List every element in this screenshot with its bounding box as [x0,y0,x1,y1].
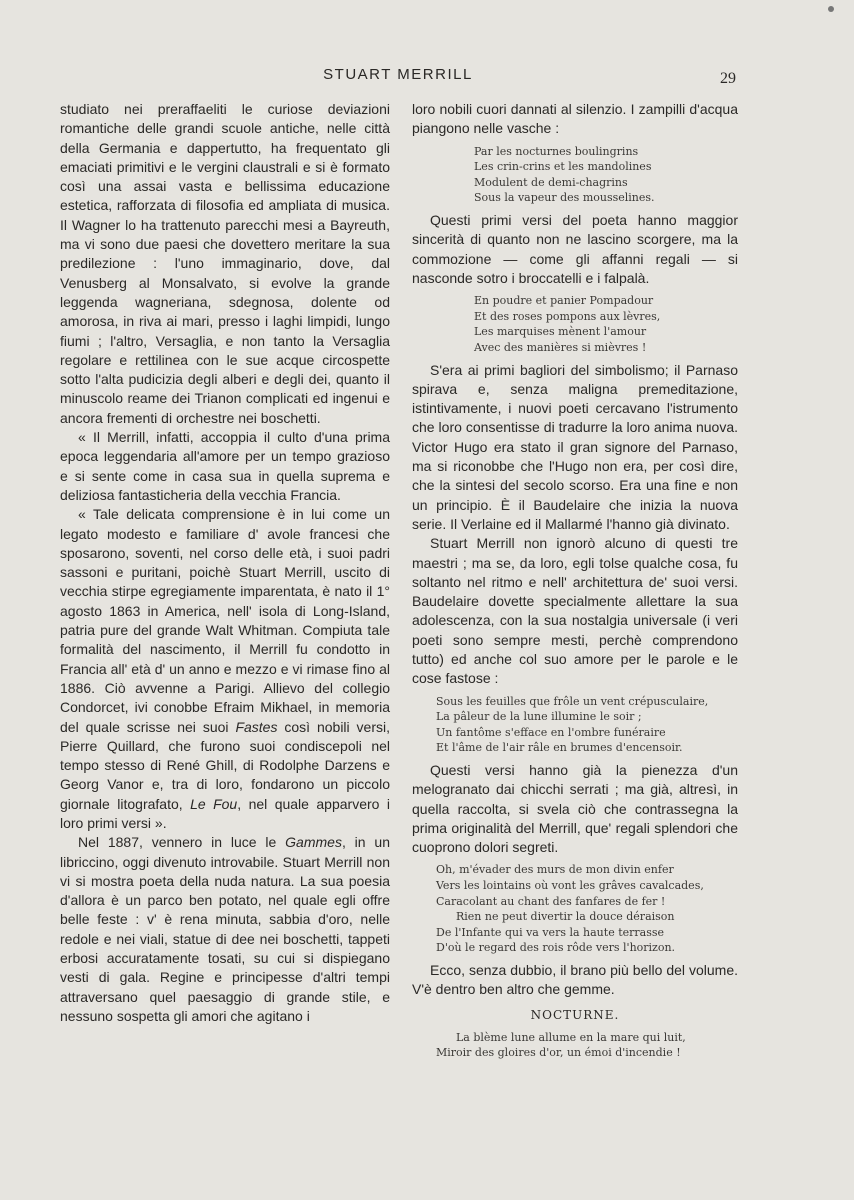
paragraph: S'era ai primi bagliori del simbolismo; il Parnaso spirava e, senza maligna premeditazione, istintivamente, i nuovi poeti cercavano l'istrumento che loro consentisse di tradurre la loro anima nuova. Victor Hugo era stato il gran signore del Parnaso, ma si riconobbe che l'Hugo non era, per così dire, che la sintesi del secolo scorso. Era una fine e non un principio. È il Baudelaire che inizia la nuova serie. Il Verlaine ed il Mallarmé l'hanno già divinato. [412,361,738,532]
paragraph: Stuart Merrill non ignorò alcuno di questi tre maestri ; ma se, da loro, egli tolse qualche cosa, fu soltanto nel ritmo e nell' architettura de' suoi versi. Baudelaire dovette specialmente allettare la sua adolescenza, con la sua nostalgia universale (i veri poeti sono sempre mesti, perchè comprendono tutto) ed anche col suo amore per le parole e le cose fastose : [412,535,738,687]
verse-line: Les crin-crins et les mandolines [474,160,652,174]
page-header [60,66,736,90]
verse-quote [474,144,738,206]
verse-line: En poudre et panier Pompadour [474,294,654,308]
paragraph [60,505,390,833]
paragraph-text: così nobili versi, Pierre Quillard, che furono suoi condiscepoli nel tempo stesso di René Ghill, di Rodolphe Darzens e Georg Vanor e, tra di loro, fondarono un piccolo giornale litografato, [60,718,391,812]
verse-line: Sous la vapeur des mousselines. [474,191,655,205]
paragraph-text: , in un libriccino, oggi divenuto introvabile. Stuart Merrill non vi si mostra poeta della nuda natura. La sua poesia d'allora è un parco ben potato, nel quale egli offre belle feste : v' è rena minuta, sabbia d'oro, nelle redole e nei viali, statue di dee nei boschetti, tappeti erbosi accuratamente tosati, su cui si dispiegano vesti di gala. Regine e principesse d'altri tempi attraversano quel paesaggio di grande stile, e nessuno sospetta gli amori che agitano i [60,834,390,1024]
paragraph: « Il Merrill, infatti, accoppia il culto d'una prima epoca leggendaria all'amore per un tempo grazioso e si sente come in casa sua in quella suprema e deliziosa fantasticheria della vecchia Francia. [60,429,390,503]
paragraph-text: « Tale delicata comprensione è in lui come un legato modesto e familiare d' avole francesi che sposarono, soventi, nel corso delle età, i suoi padri sassoni e puritani, poichè Stuart Merrill, uscito di vecchia stirpe egregiamente imparentata, è nato il 1° agosto 1863 in America, nell' isola di Long-Island, patria pure del grande Walt Whitman. Compiuta tale formalità del nascimento, il Merrill fu condotto in Francia all' età d' un anno e mezzo e vi rimase fino al 1886. Ciò avvenne a Parigi. Allievo del collegio Condorcet, ivi conobbe Efraim Mikhael, in memoria del quale scrisse nei suoi [60,506,390,735]
paragraph: Questi versi hanno già la pienezza d'un melogranato dai chicchi serrati ; ma già, altresì, in quella raccolta, si svela ciò che contrassegna la prima originalità del Merrill, que' regali splendori che cuoprono dolori segreti. [412,761,738,856]
page-number: 29 [720,70,736,87]
verse-line: Modulent de demi-chagrins [474,175,628,189]
verse-quote [474,293,738,355]
paragraph: Ecco, senza dubbio, il brano più bello del volume. V'è dentro ben altro che gemme. [412,962,738,998]
verse-quote [436,1030,738,1061]
verse-line: Vers les lointains où vont les grâves cavalcades, [436,879,704,893]
paragraph-text: , nel quale apparvero i loro primi versi ». [60,795,390,831]
verse-line: Oh, m'évader des murs de mon divin enfer [436,863,674,877]
journal-title-le-fou: Le Fou [190,795,238,812]
page-speck [828,6,834,12]
verse-quote [436,694,738,756]
book-title-fastes: Fastes [235,718,278,735]
running-head: STUART MERRILL [323,66,473,83]
verse-line: La blème lune allume en la mare qui luit, [456,1030,686,1044]
paragraph [60,833,390,1026]
book-title-gammes: Gammes [285,834,342,851]
left-column [60,100,390,1026]
verse-line: Par les nocturnes boulingrins [474,144,639,158]
paragraph: studiato nei preraffaeliti le curiose deviazioni romantiche delle grandi scuole antiche, nelle città della Germania e dappertutto, ha frequentato gli emaciati primitivi e le vergini claustrali e si è formato così una assai vasta e bellissima educazione estetica, rafforzata di filosofia ed ampliata di musica. Il Wagner lo ha trattenuto parecchi mesi a Bayreuth, ma vi sono due paesi che dovettero meritare la sua predilezione : l'uno immaginario, dove, dal Venusberg al Monsalvato, si evolve la grande leggenda wagneriana, sdegnosa, dolente od amorosa, in riva ai mari, presso i laghi limpidi, lungo fiumi ; l'altro, Versaglia, e non tanto la Versaglia regolare e rettilinea con le sue acque circospette sotto l'alta pudicizia degli alberi e degli dei, quanto il minuscolo reame dei Trianon complicati ed ingenui e ancora frementi di orchestre nei boschetti. [60,101,390,426]
verse-line: Caracolant au chant des fanfares de fer ! [436,894,666,908]
verse-line: De l'Infante qui va vers la haute terrasse [436,925,665,939]
verse-line: Avec des manières si mièvres ! [474,340,647,354]
verse-line: Et l'âme de l'air râle en brumes d'encensoir. [436,741,683,755]
poem-title: NOCTURNE. [530,1007,620,1022]
paragraph: Questi primi versi del poeta hanno maggior sincerità di quanto non ne lascino scorgere, ma la commozione — come gli affanni regali — si nasconde sotro i broccatelli e i falpalà. [412,211,738,286]
paragraph-text: Nel 1887, vennero in luce le [78,834,286,851]
right-column [412,100,738,1066]
verse-quote [436,862,738,956]
paragraph: loro nobili cuori dannati al silenzio. I zampilli d'acqua piangono nelle vasche : [412,101,738,137]
verse-line: Et des roses pompons aux lèvres, [474,309,661,323]
verse-line: Les marquises mènent l'amour [474,325,647,339]
verse-line: Rien ne peut divertir la douce déraison [456,910,675,924]
verse-line: Miroir des gloires d'or, un émoi d'incendie ! [436,1046,681,1060]
verse-line: Un fantôme s'efface en l'ombre funéraire [436,725,666,739]
verse-line: D'où le regard des rois rôde vers l'horizon. [436,941,676,955]
verse-line: La pâleur de la lune illumine le soir ; [436,710,642,724]
verse-line: Sous les feuilles que frôle un vent crépusculaire, [436,694,709,708]
